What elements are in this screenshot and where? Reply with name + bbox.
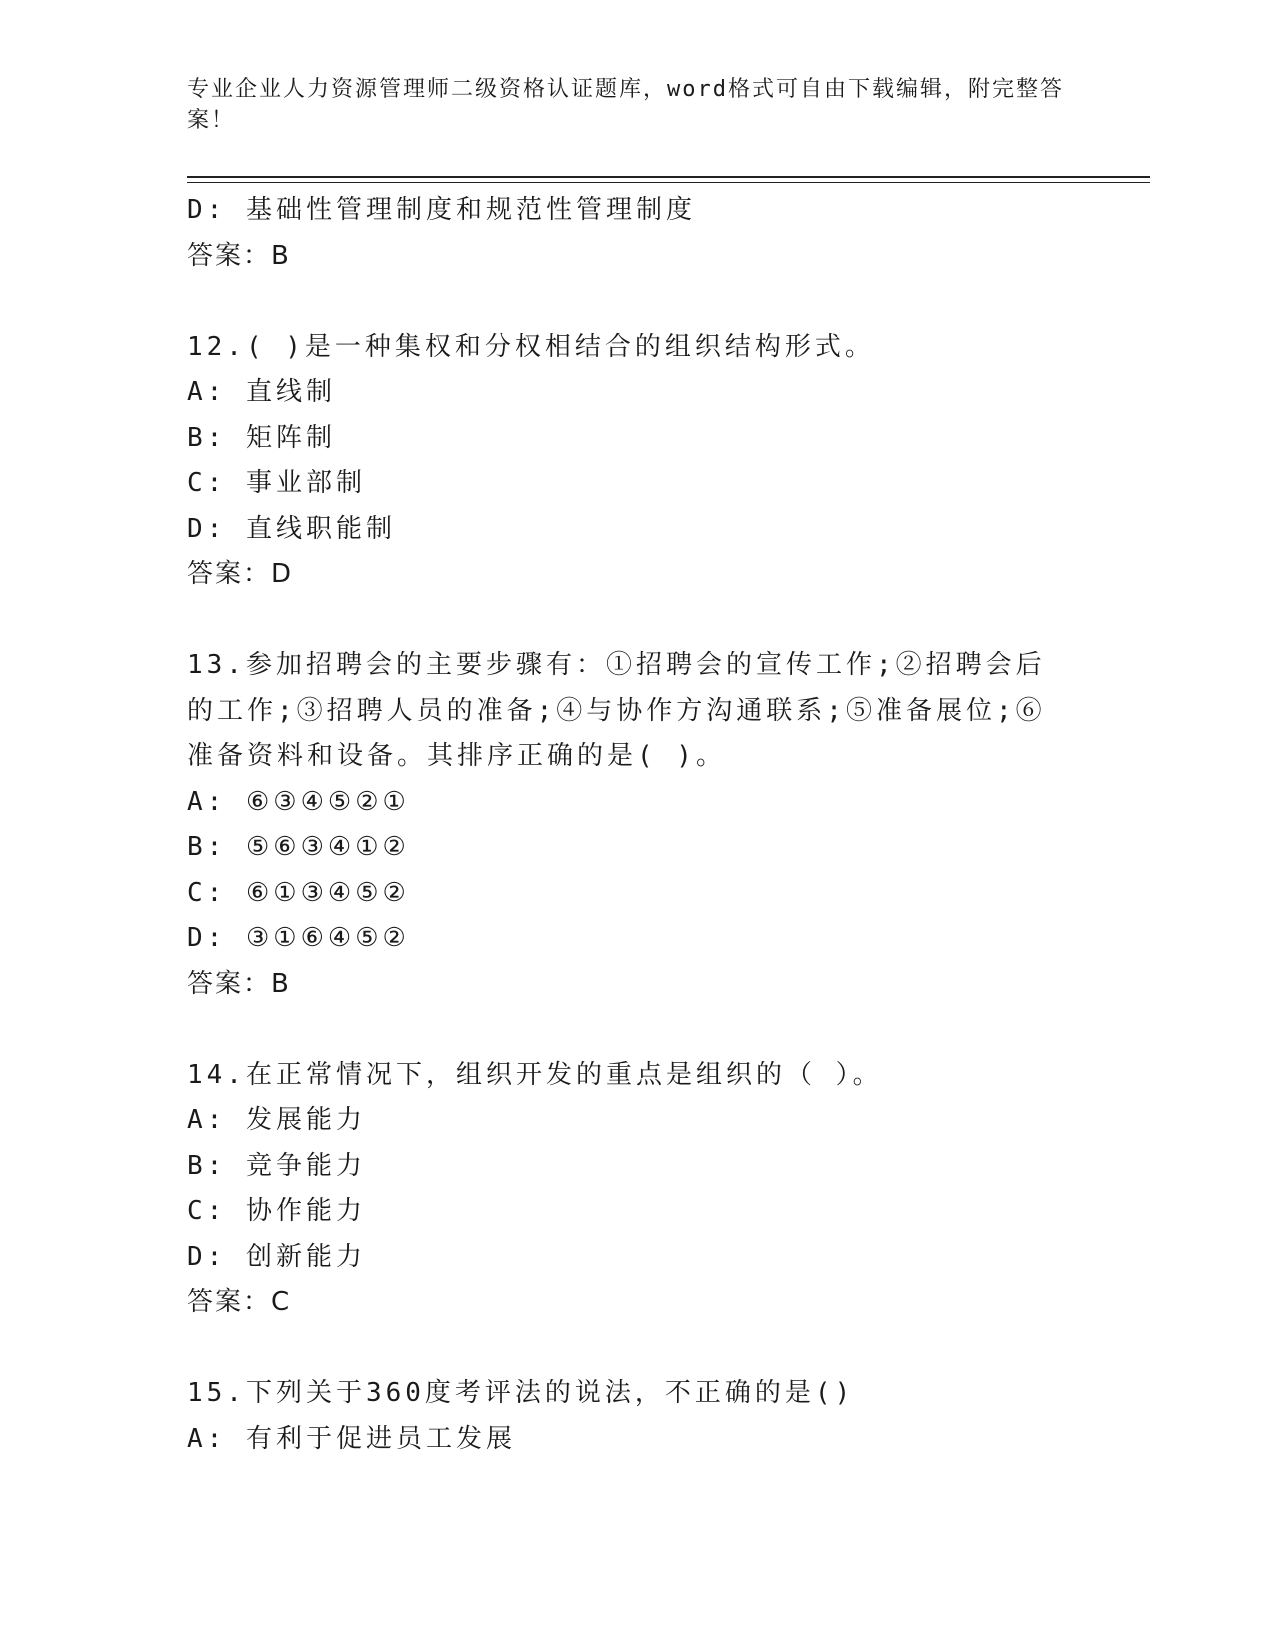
question-list: [187, 188, 1067, 1462]
question-text: 14.在正常情况下，组织开发的重点是组织的（ ）。: [187, 1059, 883, 1090]
question-12: [187, 325, 1067, 598]
option-c: C: 协作能力: [187, 1196, 366, 1226]
option-a: A: 有利于促进员工发展: [187, 1423, 516, 1454]
option-c: C: ⑥①③④⑤②: [187, 877, 410, 908]
question-14: [187, 1053, 1067, 1326]
option-d: D: 创新能力: [187, 1241, 366, 1272]
option-a: A: ⑥③④⑤②①: [187, 786, 410, 817]
question-15: [187, 1371, 1067, 1462]
option-b: B: ⑤⑥③④①②: [187, 832, 410, 862]
option-b: B: 矩阵制: [187, 422, 336, 453]
answer-line: 答案：C: [187, 1287, 292, 1317]
page-header: 专业企业人力资源管理师二级资格认证题库，word格式可自由下载编辑，附完整答案！: [187, 77, 1064, 133]
question-13: [187, 643, 1067, 1007]
option-d: D: 直线职能制: [187, 513, 396, 544]
option-d: D: ③①⑥④⑤②: [187, 923, 410, 953]
option-a: A: 发展能力: [187, 1105, 366, 1135]
option-a: A: 直线制: [187, 377, 336, 407]
header-divider-thin: [187, 182, 1150, 183]
question-text: 12.( )是一种集权和分权相结合的组织结构形式。: [187, 331, 875, 362]
option-b: B: 竞争能力: [187, 1150, 366, 1181]
header-divider-thick: [187, 176, 1150, 178]
question-text: 13.参加招聘会的主要步骤有：①招聘会的宣传工作;②招聘会后的工作;③招聘人员的准备;④与协作方沟通联系;⑤准备展位;⑥准备资料和设备。其排序正确的是( )。: [187, 650, 1046, 771]
question-text: 15.下列关于360度考评法的说法，不正确的是(): [187, 1378, 855, 1408]
answer-line: 答案：B: [187, 240, 291, 271]
answer-line: 答案：B: [187, 968, 291, 999]
answer-line: 答案：D: [187, 559, 294, 589]
option-c: C: 事业部制: [187, 468, 366, 498]
previous-question-tail: [187, 188, 1067, 279]
option-d: D: 基础性管理制度和规范性管理制度: [187, 195, 696, 225]
